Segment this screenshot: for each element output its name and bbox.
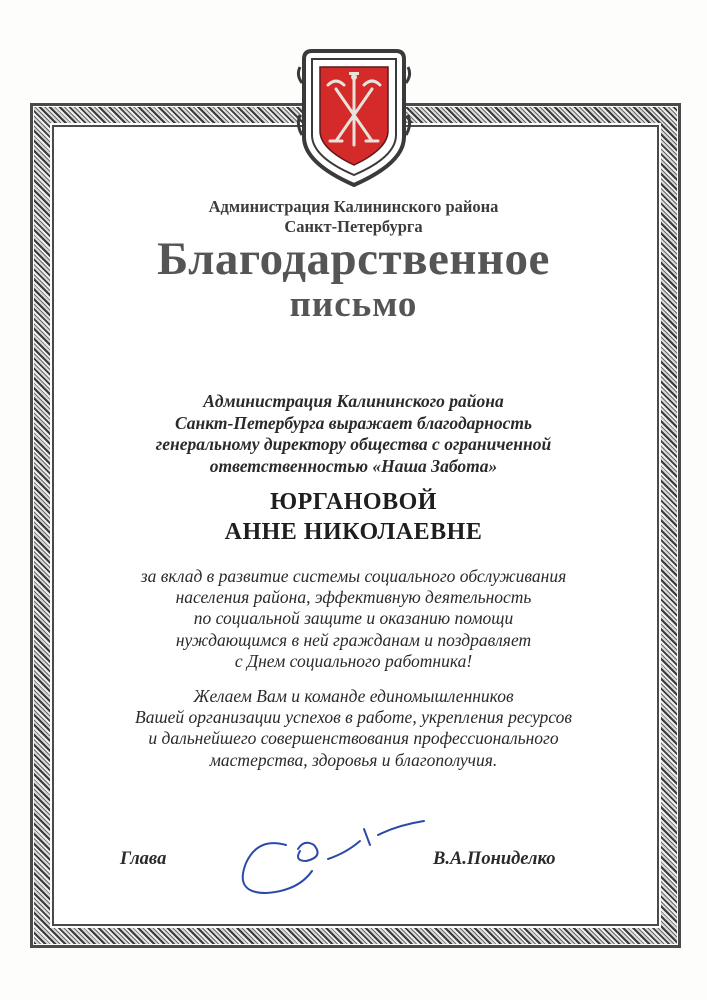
text-line: Желаем Вам и команде единомышленников (193, 686, 514, 706)
signatory-name: В.А.Пониделко (433, 849, 556, 869)
recipient-name (0, 487, 707, 547)
text-line: Вашей организации успехов в работе, укрепления ресурсов (135, 707, 572, 728)
signatory-position: Глава (120, 849, 167, 869)
text-line: мастерства, здоровья и благополучия. (209, 749, 498, 770)
text-line: нуждающимся в ней гражданам и поздравляет (175, 629, 532, 650)
text-line: населения района, эффективную деятельность (175, 587, 532, 608)
recipient-surname: ЮРГАНОВОЙ (270, 489, 437, 515)
text-line: ответственностью «Наша Забота» (209, 455, 498, 476)
issuer-name (0, 197, 707, 237)
issuer-line: Администрация Калининского района (208, 197, 499, 216)
handwritten-signature (228, 815, 428, 900)
issuer-line: Санкт-Петербурга (284, 217, 423, 236)
recipient-given-names: АННЕ НИКОЛАЕВНЕ (224, 519, 483, 545)
document-title: Благодарственное (157, 233, 550, 285)
text-line: по социальной защите и оказанию помощи (193, 608, 514, 629)
text-line: и дальнейшего совершенствования профессионального (148, 728, 559, 749)
wishes-paragraph (0, 686, 707, 771)
intro-paragraph (0, 391, 707, 477)
text-line: генеральному директору общества с ограниченной (155, 434, 552, 454)
text-line: Санкт-Петербурга выражает благодарность (175, 412, 532, 433)
gratitude-paragraph (0, 566, 707, 672)
text-line: за вклад в развитие системы социального обслуживания (140, 566, 567, 586)
text-line: с Днем социального работника! (234, 650, 473, 671)
st-petersburg-coat-of-arms-icon (296, 45, 412, 191)
text-line: Администрация Калининского района (203, 391, 504, 411)
document-subtitle: письмо (289, 284, 418, 325)
